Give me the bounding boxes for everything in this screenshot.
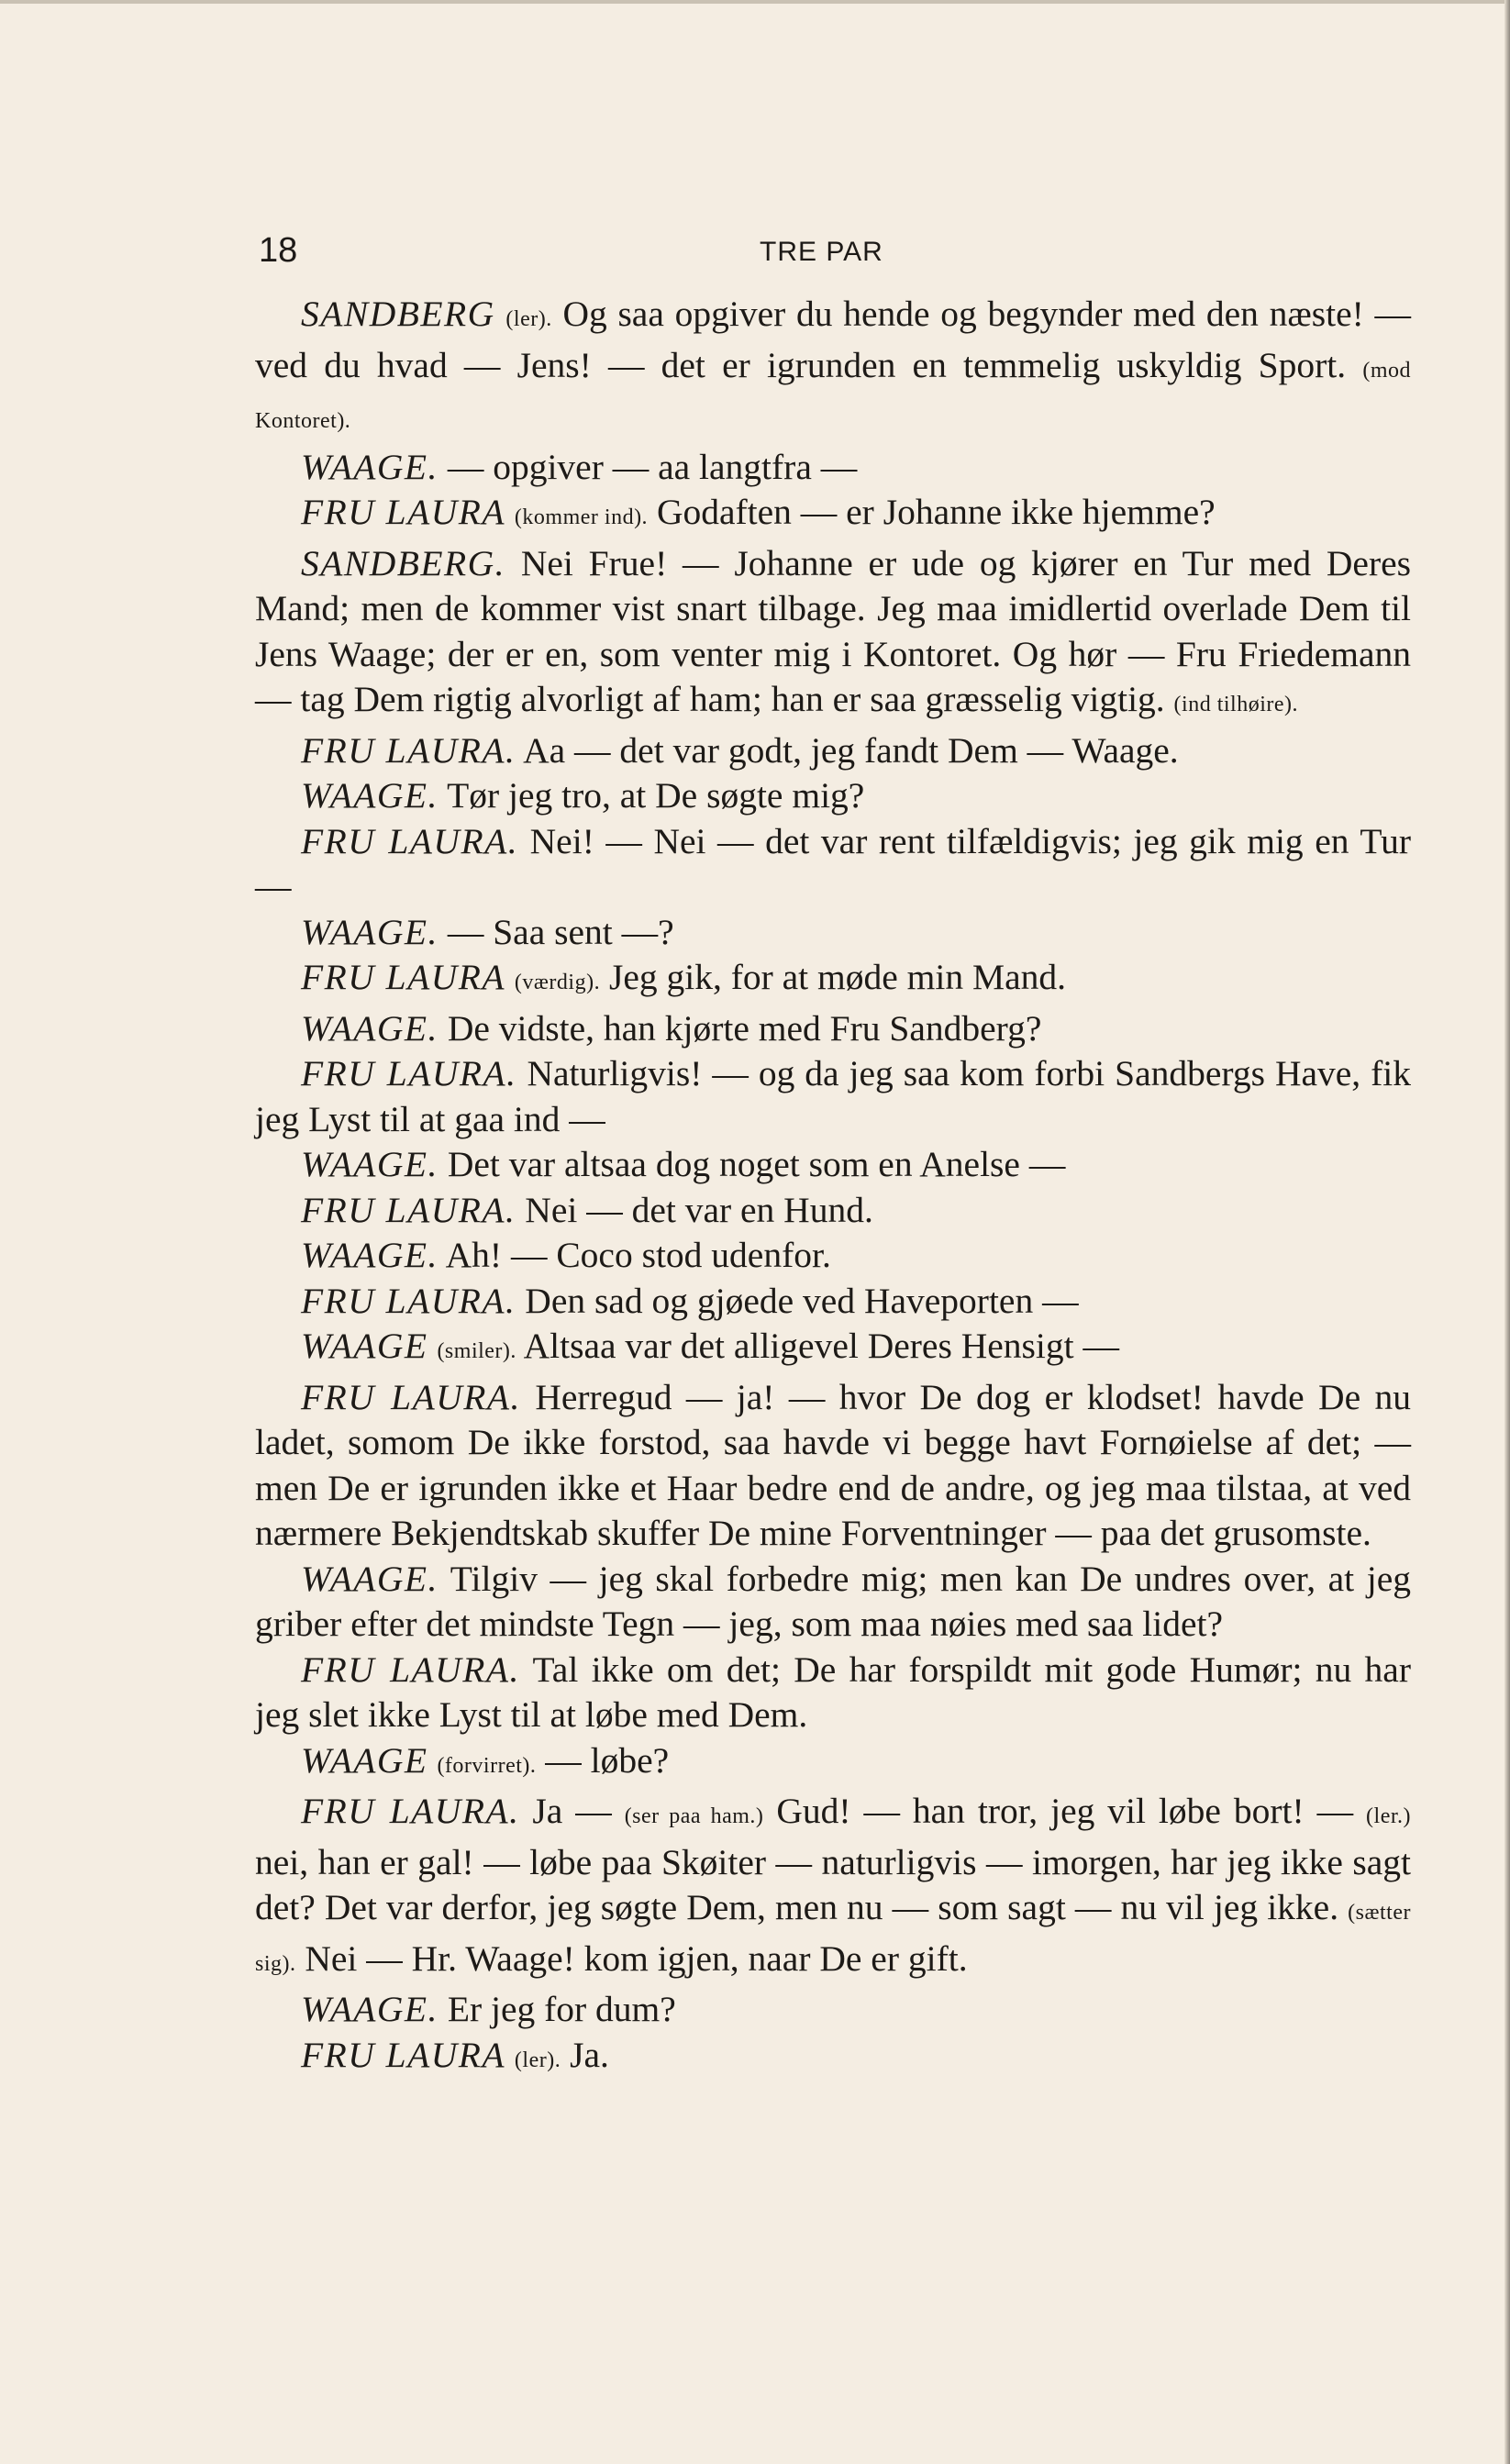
- speaker-name: WAAGE.: [301, 1989, 439, 2029]
- dialogue-text: Ja.: [570, 2034, 609, 2075]
- dialogue-paragraph: [255, 1324, 1411, 1375]
- speaker-name: FRU LAURA.: [301, 1189, 516, 1230]
- stage-direction: (mod Kontoret).: [255, 358, 1412, 433]
- dialogue-text: Nei — det var en Hund.: [525, 1189, 873, 1230]
- dialogue-paragraph: [255, 1233, 1411, 1279]
- dialogue-paragraph: [255, 1188, 1411, 1234]
- speaker-name: WAAGE.: [301, 911, 439, 952]
- speaker-name: FRU LAURA: [301, 492, 506, 532]
- speaker-name: FRU LAURA.: [301, 1280, 516, 1321]
- dialogue-paragraph: [255, 2033, 1411, 2084]
- dialogue-text: Tal ikke om det; De har forspildt mit gode Humør; nu har jeg slet ikke Lyst til at løbe med Dem.: [255, 1648, 1411, 1735]
- dialogue-paragraph: [255, 1375, 1411, 1557]
- speaker-name: FRU LAURA.: [301, 1791, 520, 1831]
- dialogue-text: — opgiver — aa langtfra —: [447, 446, 858, 487]
- speaker-name: WAAGE.: [301, 446, 439, 487]
- stage-direction: (ind tilhøire).: [1173, 693, 1299, 716]
- dialogue-paragraph: [255, 1557, 1411, 1648]
- dialogue-text: Tilgiv — jeg skal forbedre mig; men kan De undres over, at jeg griber efter det mindste Tegn — jeg, som maa nøies med saa lidet?: [255, 1558, 1411, 1644]
- speaker-name: FRU LAURA.: [301, 1648, 520, 1690]
- page-number: 18: [259, 231, 298, 270]
- speaker-name: WAAGE.: [301, 1558, 439, 1599]
- dialogue-text: Naturligvis! — og da jeg saa kom forbi Sandbergs Have, fik jeg Lyst til at gaa ind —: [255, 1053, 1412, 1139]
- dialogue-paragraph: [255, 955, 1411, 1006]
- speaker-name: WAAGE: [301, 1739, 428, 1781]
- dialogue-paragraph: [255, 1006, 1411, 1052]
- speaker-name: FRU LAURA.: [301, 1376, 521, 1417]
- dialogue-paragraph: [255, 728, 1411, 774]
- speaker-name: FRU LAURA: [301, 957, 506, 997]
- speaker-name: FRU LAURA.: [301, 820, 519, 861]
- dialogue-paragraph: [255, 773, 1411, 819]
- stage-direction: (sætter sig).: [255, 1901, 1411, 1976]
- dialogue-text: Tør jeg tro, at De søgte mig?: [447, 775, 865, 816]
- dialogue-text: Den sad og gjøede ved Haveporten —: [525, 1280, 1079, 1321]
- stage-direction: (forvirret).: [437, 1753, 537, 1778]
- dialogue-text: Er jeg for dum?: [447, 1989, 676, 2029]
- speaker-name: SANDBERG: [301, 294, 495, 334]
- dialogue-paragraph: [255, 1648, 1411, 1738]
- dialogue-paragraph: [255, 292, 1411, 445]
- dialogue-text: nei, han er gal! — løbe paa Skøiter — naturligvis — imorgen, har jeg ikke sagt det? Det var derfor, jeg søgte Dem, men nu — som sagt — nu vil jeg ikke.: [255, 1841, 1411, 1927]
- dialogue-text: Nei — Hr. Waage! kom igjen, naar De er gift.: [305, 1937, 968, 1979]
- dialogue-paragraph: [255, 541, 1411, 728]
- dialogue-text: Altsaa var det alligevel Deres Hensigt —: [523, 1326, 1119, 1366]
- speaker-name: WAAGE: [301, 1326, 428, 1366]
- dialogue-text: Det var altsaa dog noget som en Anelse —: [447, 1144, 1066, 1184]
- dialogue-text: Gud! — han tror, jeg vil løbe bort! —: [776, 1791, 1354, 1831]
- dialogue-text: Og saa opgiver du hende og begynder med den næste! — ved du hvad — Jens! — det er igrunden en temmelig uskyldig Sport.: [255, 294, 1412, 385]
- stage-direction: (ser paa ham.): [624, 1804, 764, 1828]
- stage-direction: (værdig).: [514, 971, 601, 994]
- dialogue-paragraph: [255, 490, 1411, 541]
- speaker-name: FRU LAURA.: [301, 729, 516, 771]
- dialogue-text: — løbe?: [545, 1739, 670, 1781]
- stage-direction: (kommer ind).: [514, 505, 649, 529]
- stage-direction: (ler).: [505, 307, 552, 331]
- stage-direction: (ler.): [1366, 1804, 1412, 1828]
- stage-direction: (smiler).: [437, 1339, 516, 1363]
- page-right-edge: [1504, 0, 1510, 2464]
- play-text: [255, 292, 1411, 2083]
- speaker-name: FRU LAURA.: [301, 1053, 517, 1093]
- speaker-name: WAAGE.: [301, 1235, 439, 1275]
- dialogue-text: Ja —: [532, 1791, 612, 1831]
- speaker-name: WAAGE.: [301, 1007, 439, 1049]
- dialogue-paragraph: [255, 1987, 1411, 2033]
- dialogue-text: Nei! — Nei — det var rent tilfældigvis; jeg gik mig en Tur —: [255, 820, 1411, 906]
- dialogue-paragraph: [255, 819, 1411, 910]
- stage-direction: (ler).: [514, 2048, 561, 2072]
- dialogue-paragraph: [255, 1142, 1411, 1188]
- speaker-name: SANDBERG.: [301, 542, 506, 583]
- speaker-name: WAAGE.: [301, 1144, 439, 1184]
- speaker-name: WAAGE.: [301, 775, 439, 816]
- speaker-name: FRU LAURA: [301, 2034, 506, 2075]
- dialogue-paragraph: [255, 1738, 1411, 1790]
- dialogue-text: Aa — det var godt, jeg fandt Dem — Waage.: [523, 729, 1179, 771]
- dialogue-paragraph: [255, 1789, 1411, 1987]
- dialogue-text: De vidste, han kjørte med Fru Sandberg?: [447, 1007, 1042, 1049]
- dialogue-paragraph: [255, 1279, 1411, 1325]
- dialogue-text: Nei Frue! — Johanne er ude og kjører en Tur med Deres Mand; men de kommer vist snart tilbage. Jeg maa imidlertid overlade Dem til Jens Waage; der er en, som venter mig i Kontoret. Og hør — Fru Friedemann — tag Dem rigtig alvorligt af ham; han er saa græsselig vigtig.: [255, 542, 1411, 719]
- dialogue-text: Godaften — er Johanne ikke hjemme?: [656, 492, 1216, 532]
- dialogue-paragraph: [255, 910, 1411, 956]
- dialogue-paragraph: [255, 1051, 1411, 1142]
- dialogue-text: Herregud — ja! — hvor De dog er klodset! havde De nu ladet, somom De ikke forstod, saa havde vi begge havt Fornøielse af det; — men De er igrunden ikke et Haar bedre end de andre, og jeg maa tilstaa, at ved nærmere Bekjendtskab skuffer De mine Forventninger — paa det grusomste.: [255, 1376, 1411, 1553]
- running-head: TRE PAR: [760, 237, 883, 267]
- dialogue-text: Ah! — Coco stod udenfor.: [445, 1235, 831, 1275]
- page-top-edge: [0, 0, 1510, 4]
- dialogue-paragraph: [255, 445, 1411, 491]
- dialogue-text: Jeg gik, for at møde min Mand.: [608, 957, 1067, 997]
- dialogue-text: — Saa sent —?: [447, 911, 674, 952]
